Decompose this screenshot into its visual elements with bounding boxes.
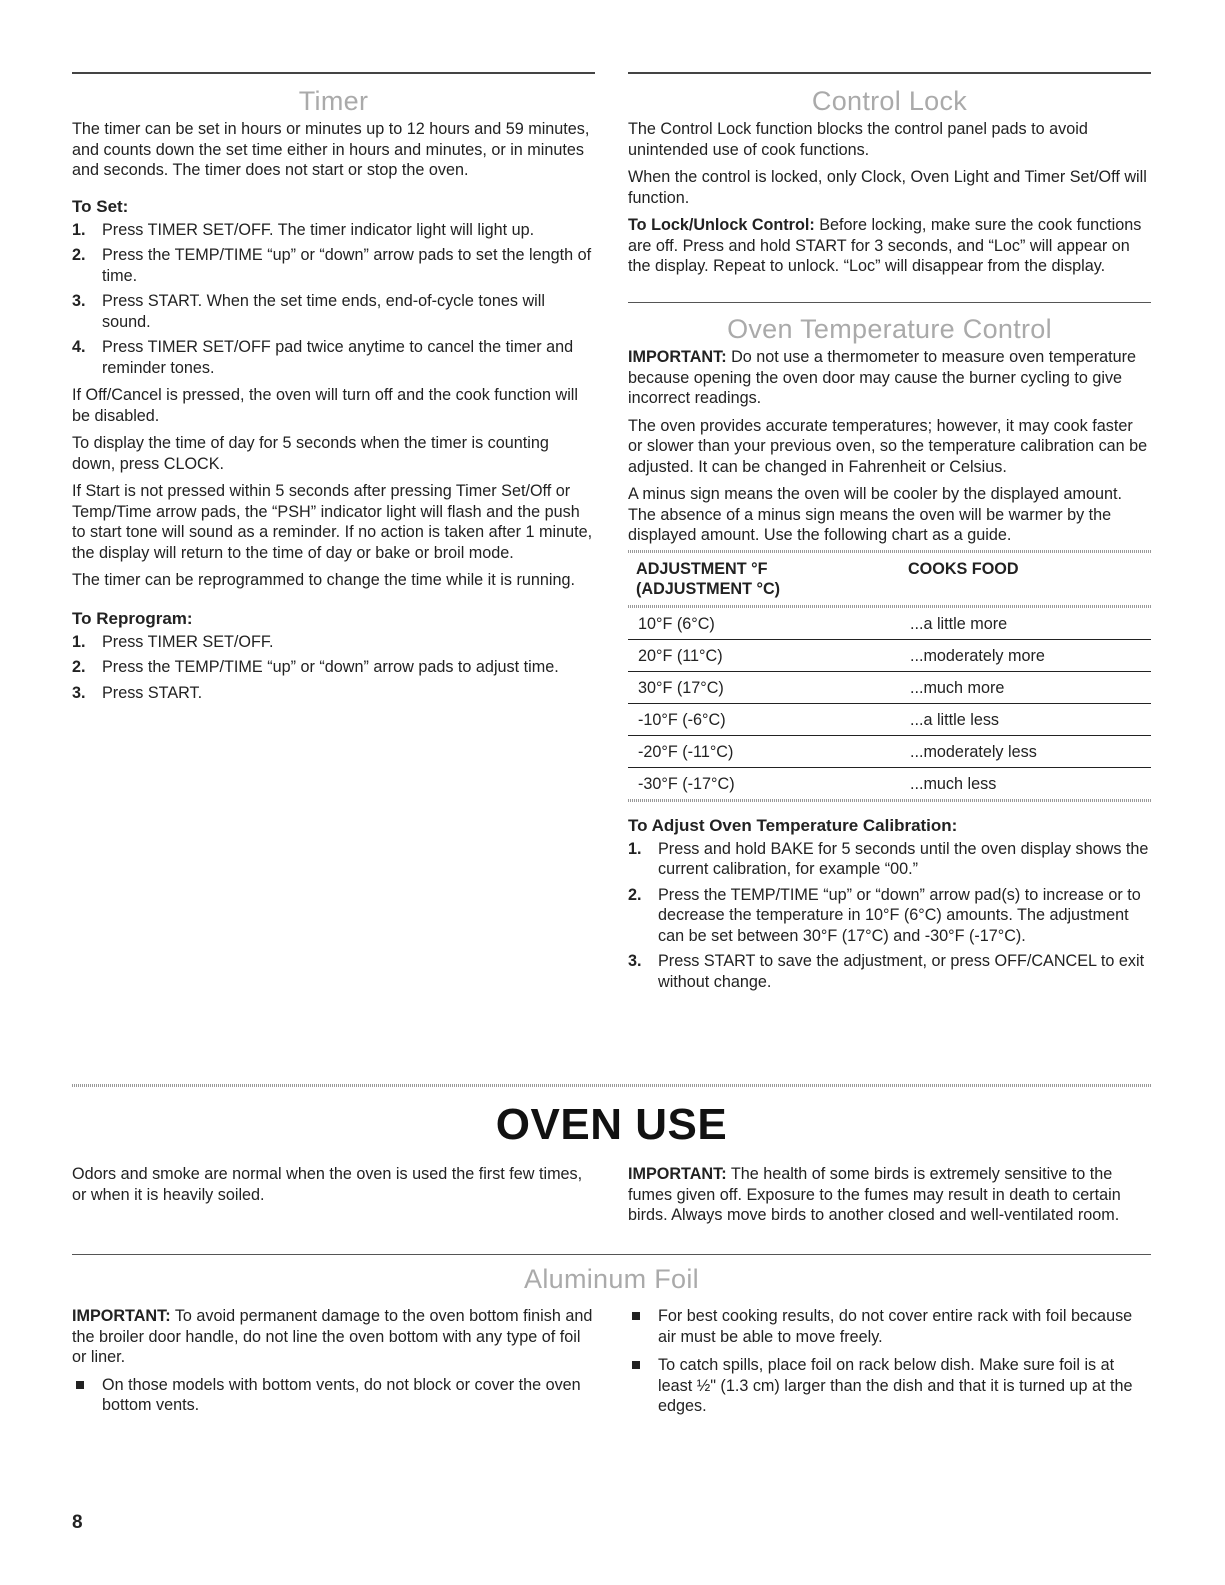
important-lead: IMPORTANT: bbox=[72, 1307, 171, 1325]
step-number: 4. bbox=[72, 338, 86, 356]
table-row bbox=[628, 639, 1151, 671]
aluminum-foil-top-rule bbox=[72, 1254, 1151, 1255]
bullet-text: For best cooking results, do not cover entire rack with foil because air must be able to move freely. bbox=[658, 1307, 1133, 1346]
step-text: Press the TEMP/TIME “up” or “down” arrow pads to adjust time. bbox=[102, 658, 559, 676]
aluminum-foil-right-bullets bbox=[628, 1306, 1151, 1417]
adjust-step bbox=[628, 839, 1151, 880]
timer-para-start: If Start is not pressed within 5 seconds after pressing Timer Set/Off or Temp/Time arrow pads, the “PSH” indicator light will flash and the push to start tone will sound as a reminder. If no action is taken after 1 minute, the display will return to the time of day or bake or broil mode. bbox=[72, 482, 593, 562]
page-number: 8 bbox=[72, 1512, 83, 1533]
timer-top-rule bbox=[72, 72, 595, 74]
table-row bbox=[628, 767, 1151, 799]
oven-use-right bbox=[628, 1164, 1151, 1233]
timer-intro: The timer can be set in hours or minutes up to 12 hours and 59 minutes, and counts down the set time either in hours and minutes, or in minutes and seconds. The timer does not start or stop the oven. bbox=[72, 120, 590, 179]
table-header-row bbox=[628, 557, 1151, 605]
control-lock-top-rule bbox=[628, 72, 1151, 74]
cooks-cell: ...a little more bbox=[900, 608, 1151, 640]
step-number: 2. bbox=[628, 885, 642, 904]
table-bottom-rule bbox=[628, 799, 1151, 802]
step-number: 2. bbox=[72, 246, 86, 264]
oven-use-important bbox=[628, 1164, 1151, 1226]
lock-lead: To Lock/Unlock Control: bbox=[628, 216, 815, 234]
reprogram-step bbox=[72, 683, 595, 704]
cooks-cell: ...a little less bbox=[900, 703, 1151, 735]
step-number: 1. bbox=[72, 632, 86, 651]
cooks-cell: ...moderately less bbox=[900, 735, 1151, 767]
step-text: Press START to save the adjustment, or press OFF/CANCEL to exit without change. bbox=[658, 952, 1145, 991]
timer-section bbox=[72, 86, 595, 710]
bullet-text: On those models with bottom vents, do not block or cover the oven bottom vents. bbox=[102, 1375, 581, 1414]
bullet-item bbox=[628, 1355, 1151, 1417]
step-text: Press the TEMP/TIME “up” or “down” arrow pads to set the length of time. bbox=[102, 246, 592, 285]
step-number: 2. bbox=[72, 658, 86, 676]
timer-para-reprogram: The timer can be reprogrammed to change the time while it is running. bbox=[72, 571, 575, 589]
reprogram-label: To Reprogram: bbox=[72, 608, 193, 628]
reprogram-step bbox=[72, 632, 595, 653]
oven-use-left bbox=[72, 1164, 595, 1212]
cooks-cell: ...much less bbox=[909, 774, 997, 793]
table-top-rule bbox=[628, 550, 1151, 553]
reprogram-step bbox=[72, 657, 595, 678]
reprogram-steps bbox=[72, 632, 595, 704]
step-text: Press and hold BAKE for 5 seconds until the oven display shows the current calibration, for example “00.” bbox=[658, 839, 1149, 878]
aluminum-foil-important bbox=[72, 1306, 595, 1368]
to-set-step bbox=[72, 245, 595, 286]
control-lock-para1: The Control Lock function blocks the control panel pads to avoid unintended use of cook functions. bbox=[628, 120, 1088, 159]
important-text: To avoid permanent damage to the oven bottom finish and the broiler door handle, do not line the oven bottom with any type of foil or liner. bbox=[72, 1307, 593, 1366]
step-number: 3. bbox=[72, 683, 86, 702]
aluminum-foil-left-bullets bbox=[72, 1375, 595, 1416]
to-set-steps bbox=[72, 220, 595, 379]
oven-temp-section bbox=[628, 314, 1151, 999]
oven-use-title-wrap bbox=[72, 1100, 1151, 1150]
oven-temp-top-rule bbox=[628, 302, 1151, 303]
adjustment-cell: 30°F (17°C) bbox=[628, 671, 900, 703]
step-text: Press TIMER SET/OFF. The timer indicator light will light up. bbox=[102, 220, 535, 239]
timer-para-cancel: If Off/Cancel is pressed, the oven will turn off and the cook function will be disabled. bbox=[72, 386, 578, 425]
col-adjustment-header bbox=[628, 557, 900, 605]
step-text: Press TIMER SET/OFF pad twice anytime to cancel the timer and reminder tones. bbox=[102, 338, 574, 377]
timer-heading: Timer bbox=[298, 86, 369, 116]
step-text: Press START. bbox=[102, 683, 203, 702]
lock-text: Before locking, make sure the cook functions are off. Press and hold START for 3 seconds, and “Loc” will appear on the display. Repeat to unlock. “Loc” will disappear from the display. bbox=[628, 216, 1142, 275]
to-set-label: To Set: bbox=[72, 196, 129, 216]
table-row bbox=[628, 608, 1151, 640]
important-text: The health of some birds is extremely sensitive to the fumes given off. Exposure to the fumes may result in death to certain birds. Always move birds to another closed and well-ventilated room. bbox=[628, 1165, 1121, 1224]
step-number: 1. bbox=[72, 220, 86, 239]
adjustment-cell: -10°F (-6°C) bbox=[628, 703, 900, 735]
aluminum-foil-left bbox=[72, 1306, 595, 1424]
cooks-cell: ...moderately more bbox=[900, 639, 1151, 671]
step-number: 3. bbox=[628, 952, 642, 970]
square-bullet-icon bbox=[632, 1312, 640, 1320]
step-text: Press START. When the set time ends, end-of-cycle tones will sound. bbox=[102, 292, 545, 331]
step-text: Press the TEMP/TIME “up” or “down” arrow pad(s) to increase or to decrease the temperature in 10°F (6°C) amounts. The adjustment can be set between 30°F (17°C) and -30°F (-17°C). bbox=[658, 885, 1141, 945]
col-adjustment-f: ADJUSTMENT °F bbox=[636, 559, 768, 578]
table-row bbox=[628, 703, 1151, 735]
oven-temp-heading: Oven Temperature Control bbox=[727, 314, 1052, 344]
oven-use-title: OVEN USE bbox=[495, 1100, 728, 1149]
oven-use-top-rule bbox=[72, 1084, 1151, 1087]
square-bullet-icon bbox=[632, 1361, 640, 1369]
adjustment-cell: -30°F (-17°C) bbox=[638, 774, 735, 793]
adjust-calibration-label: To Adjust Oven Temperature Calibration: bbox=[628, 815, 958, 835]
timer-para-clock: To display the time of day for 5 seconds when the timer is counting down, press CLOCK. bbox=[72, 434, 549, 473]
cooks-cell: ...much more bbox=[900, 671, 1151, 703]
aluminum-foil-heading-wrap bbox=[72, 1264, 1151, 1295]
table-row bbox=[628, 671, 1151, 703]
bullet-text: To catch spills, place foil on rack below dish. Make sure foil is at least ½" (1.3 cm) larger than the dish and that it is turned up at the edges. bbox=[658, 1356, 1133, 1415]
oven-temp-para2: A minus sign means the oven will be cooler by the displayed amount. The absence of a minus sign means the oven will be warmer by the displayed amount. Use the following chart as a guide. bbox=[628, 485, 1122, 544]
adjust-step bbox=[628, 951, 1151, 992]
col-adjustment-c: (ADJUSTMENT °C) bbox=[636, 579, 781, 598]
important-lead: IMPORTANT: bbox=[628, 1165, 727, 1183]
adjustment-cell: 20°F (11°C) bbox=[628, 639, 900, 671]
oven-temp-para1: The oven provides accurate temperatures; however, it may cook faster or slower than your previous oven, so the temperature calibration can be adjusted. It can be changed in Fahrenheit or Celsius. bbox=[628, 416, 1148, 476]
adjustment-cell: -20°F (-11°C) bbox=[628, 735, 900, 767]
to-set-step bbox=[72, 337, 595, 378]
control-lock-para2: When the control is locked, only Clock, Oven Light and Timer Set/Off will function. bbox=[628, 168, 1147, 207]
col-cooks-food-header: COOKS FOOD bbox=[907, 559, 1019, 578]
step-text: Press TIMER SET/OFF. bbox=[102, 632, 274, 651]
adjustment-cell: 10°F (6°C) bbox=[628, 608, 900, 640]
to-set-step bbox=[72, 291, 595, 332]
adjust-calibration-steps bbox=[628, 839, 1151, 993]
bullet-item bbox=[628, 1306, 1151, 1347]
important-lead: IMPORTANT: bbox=[628, 348, 727, 366]
bullet-item bbox=[72, 1375, 595, 1416]
oven-temp-important bbox=[628, 347, 1151, 409]
to-set-step bbox=[72, 220, 595, 241]
aluminum-foil-right bbox=[628, 1306, 1151, 1425]
control-lock-heading: Control Lock bbox=[811, 86, 968, 116]
control-lock-instructions bbox=[628, 215, 1151, 277]
adjust-step bbox=[628, 885, 1151, 947]
step-number: 1. bbox=[628, 839, 642, 858]
control-lock-section bbox=[628, 86, 1151, 284]
adjustment-table bbox=[628, 557, 1151, 799]
oven-use-odors: Odors and smoke are normal when the oven is used the first few times, or when it is heavily soiled. bbox=[72, 1165, 583, 1204]
square-bullet-icon bbox=[76, 1381, 84, 1389]
step-number: 3. bbox=[72, 292, 86, 310]
important-text: Do not use a thermometer to measure oven temperature because opening the oven door may cause the burner cycling to give incorrect readings. bbox=[628, 348, 1136, 407]
table-row bbox=[628, 735, 1151, 767]
aluminum-foil-heading: Aluminum Foil bbox=[524, 1264, 699, 1294]
